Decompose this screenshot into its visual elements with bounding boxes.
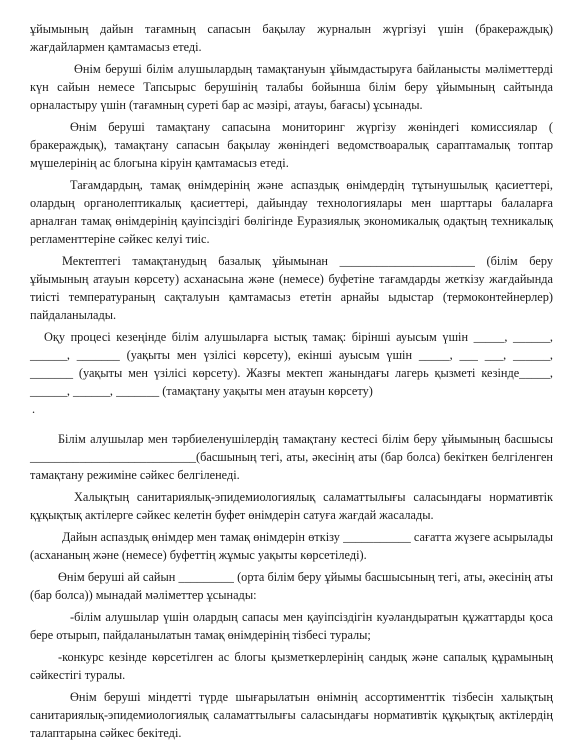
paragraph-6: Оқу процесі кезеңінде білім алушыларға ыстық тамақ: бірінші ауысым үшін _____, ______, ______, _______ (уақыты мен үзілісі көрсету), екінші ауысым үшін _____, ___ ___, ______, _______ (уақыты мен үзілісі көрсету). Жазғы мектеп жанындағы лагерь қызметі кезінде_____, ______, ______, _______ (тамақтану уақыты мен атауын көрсету): [30, 330, 553, 398]
list-item-2: -конкурс кезінде көрсетілген ас блогы қызметкерлерінің сандық және сапалық құрамының сәйкестігі туралы.: [30, 650, 553, 682]
paragraph-5: Мектептегі тамақтанудың базалық ұйымынан ______________________ (білім беру ұйымының атауын көрсету) асханасына және (немесе) буфетіне тағамдарды жеткізу жағдайында тиісті температураның сақталуын қамтамасыз ететін арнайы ыдыстар (термоконтейнерлер) пайдаланылады.: [30, 254, 553, 322]
paragraph-12: Өнім беруші міндетті түрде шығарылатын өнімнің ассортименттік тізбесін халықтың санитариялық-эпидемиологиялық саламаттылығы саласындағы нормативтік құқықтық актілердің талаптарына сәйкес бекітеді.: [30, 690, 553, 740]
paragraph-1: ұйымының дайын тағамның сапасын бақылау журналын жүргізуі үшін (бракераждық) жағдайлармен қамтамасыз етеді.: [30, 22, 553, 54]
paragraph-8: Білім алушылар мен тәрбиеленушілердің тамақтану кестесі білім беру ұйымының басшысы ___________________________(басшының тегі, аты, әкесінің аты (бар болса) бекіткен белгіленген тамақтану режиміне сәйкес белгіленеді.: [30, 432, 553, 482]
paragraph-11: Өнім беруші ай сайын _________ (орта білім беру ұйымы басшысының тегі, аты, әкесінің аты (бар болса)) мынадай мәліметтер ұсынады:: [30, 570, 553, 602]
document-page: [30, 20, 553, 742]
list-item-1: -білім алушылар үшін олардың сапасы мен қауіпсіздігін куәландыратын құжаттарды қоса бере отырып, пайдаланылатын тамақ өнімдерінің тізбесі туралы;: [30, 610, 553, 642]
paragraph-10: Дайын аспаздық өнімдер мен тамақ өнімдерін өткізу ___________ сағатта жүзеге асырылады (асхананың және (немесе) буфеттің жұмыс уақыты көрсетіледі).: [30, 530, 553, 562]
paragraph-9: Халықтың санитариялық-эпидемиологиялық саламаттылығы саласындағы нормативтік құқықтық актілерге сәйкес келетін буфет өнімдерін сатуға жағдай жасалады.: [30, 490, 553, 522]
paragraph-2: Өнім беруші білім алушылардың тамақтануын ұйымдастыруға байланысты мәліметтерді күн сайын немесе Тапсырыс берушінің талабы бойынша білім беру ұйымының сайтында орналастыру үшін (тағамның суреті бар ас мәзірі, атауы, бағасы) ұсынады.: [30, 62, 553, 112]
paragraph-4: Тағамдардың, тамақ өнімдерінің және аспаздық өнімдердің тұтынушылық қасиеттері, олардың органолептикалық қасиеттері, дайындау технологиялары мен шарттары балаларға арналған тамақ өнімдерінің қауіпсіздігі бөлігінде Еуразиялық экономикалық одақтың техникалық регламенттеріне сәйкес келуі тиіс.: [30, 178, 553, 246]
paragraph-7: .: [32, 402, 36, 416]
paragraph-3: Өнім беруші тамақтану сапасына мониторинг жүргізу жөніндегі комиссиялар ( бракераждық), тамақтану сапасын бақылау жөніндегі ведомствоаралық сараптамалық топтар мүшелерінің ас блогына кіруін қамтамасыз етеді.: [30, 120, 553, 170]
